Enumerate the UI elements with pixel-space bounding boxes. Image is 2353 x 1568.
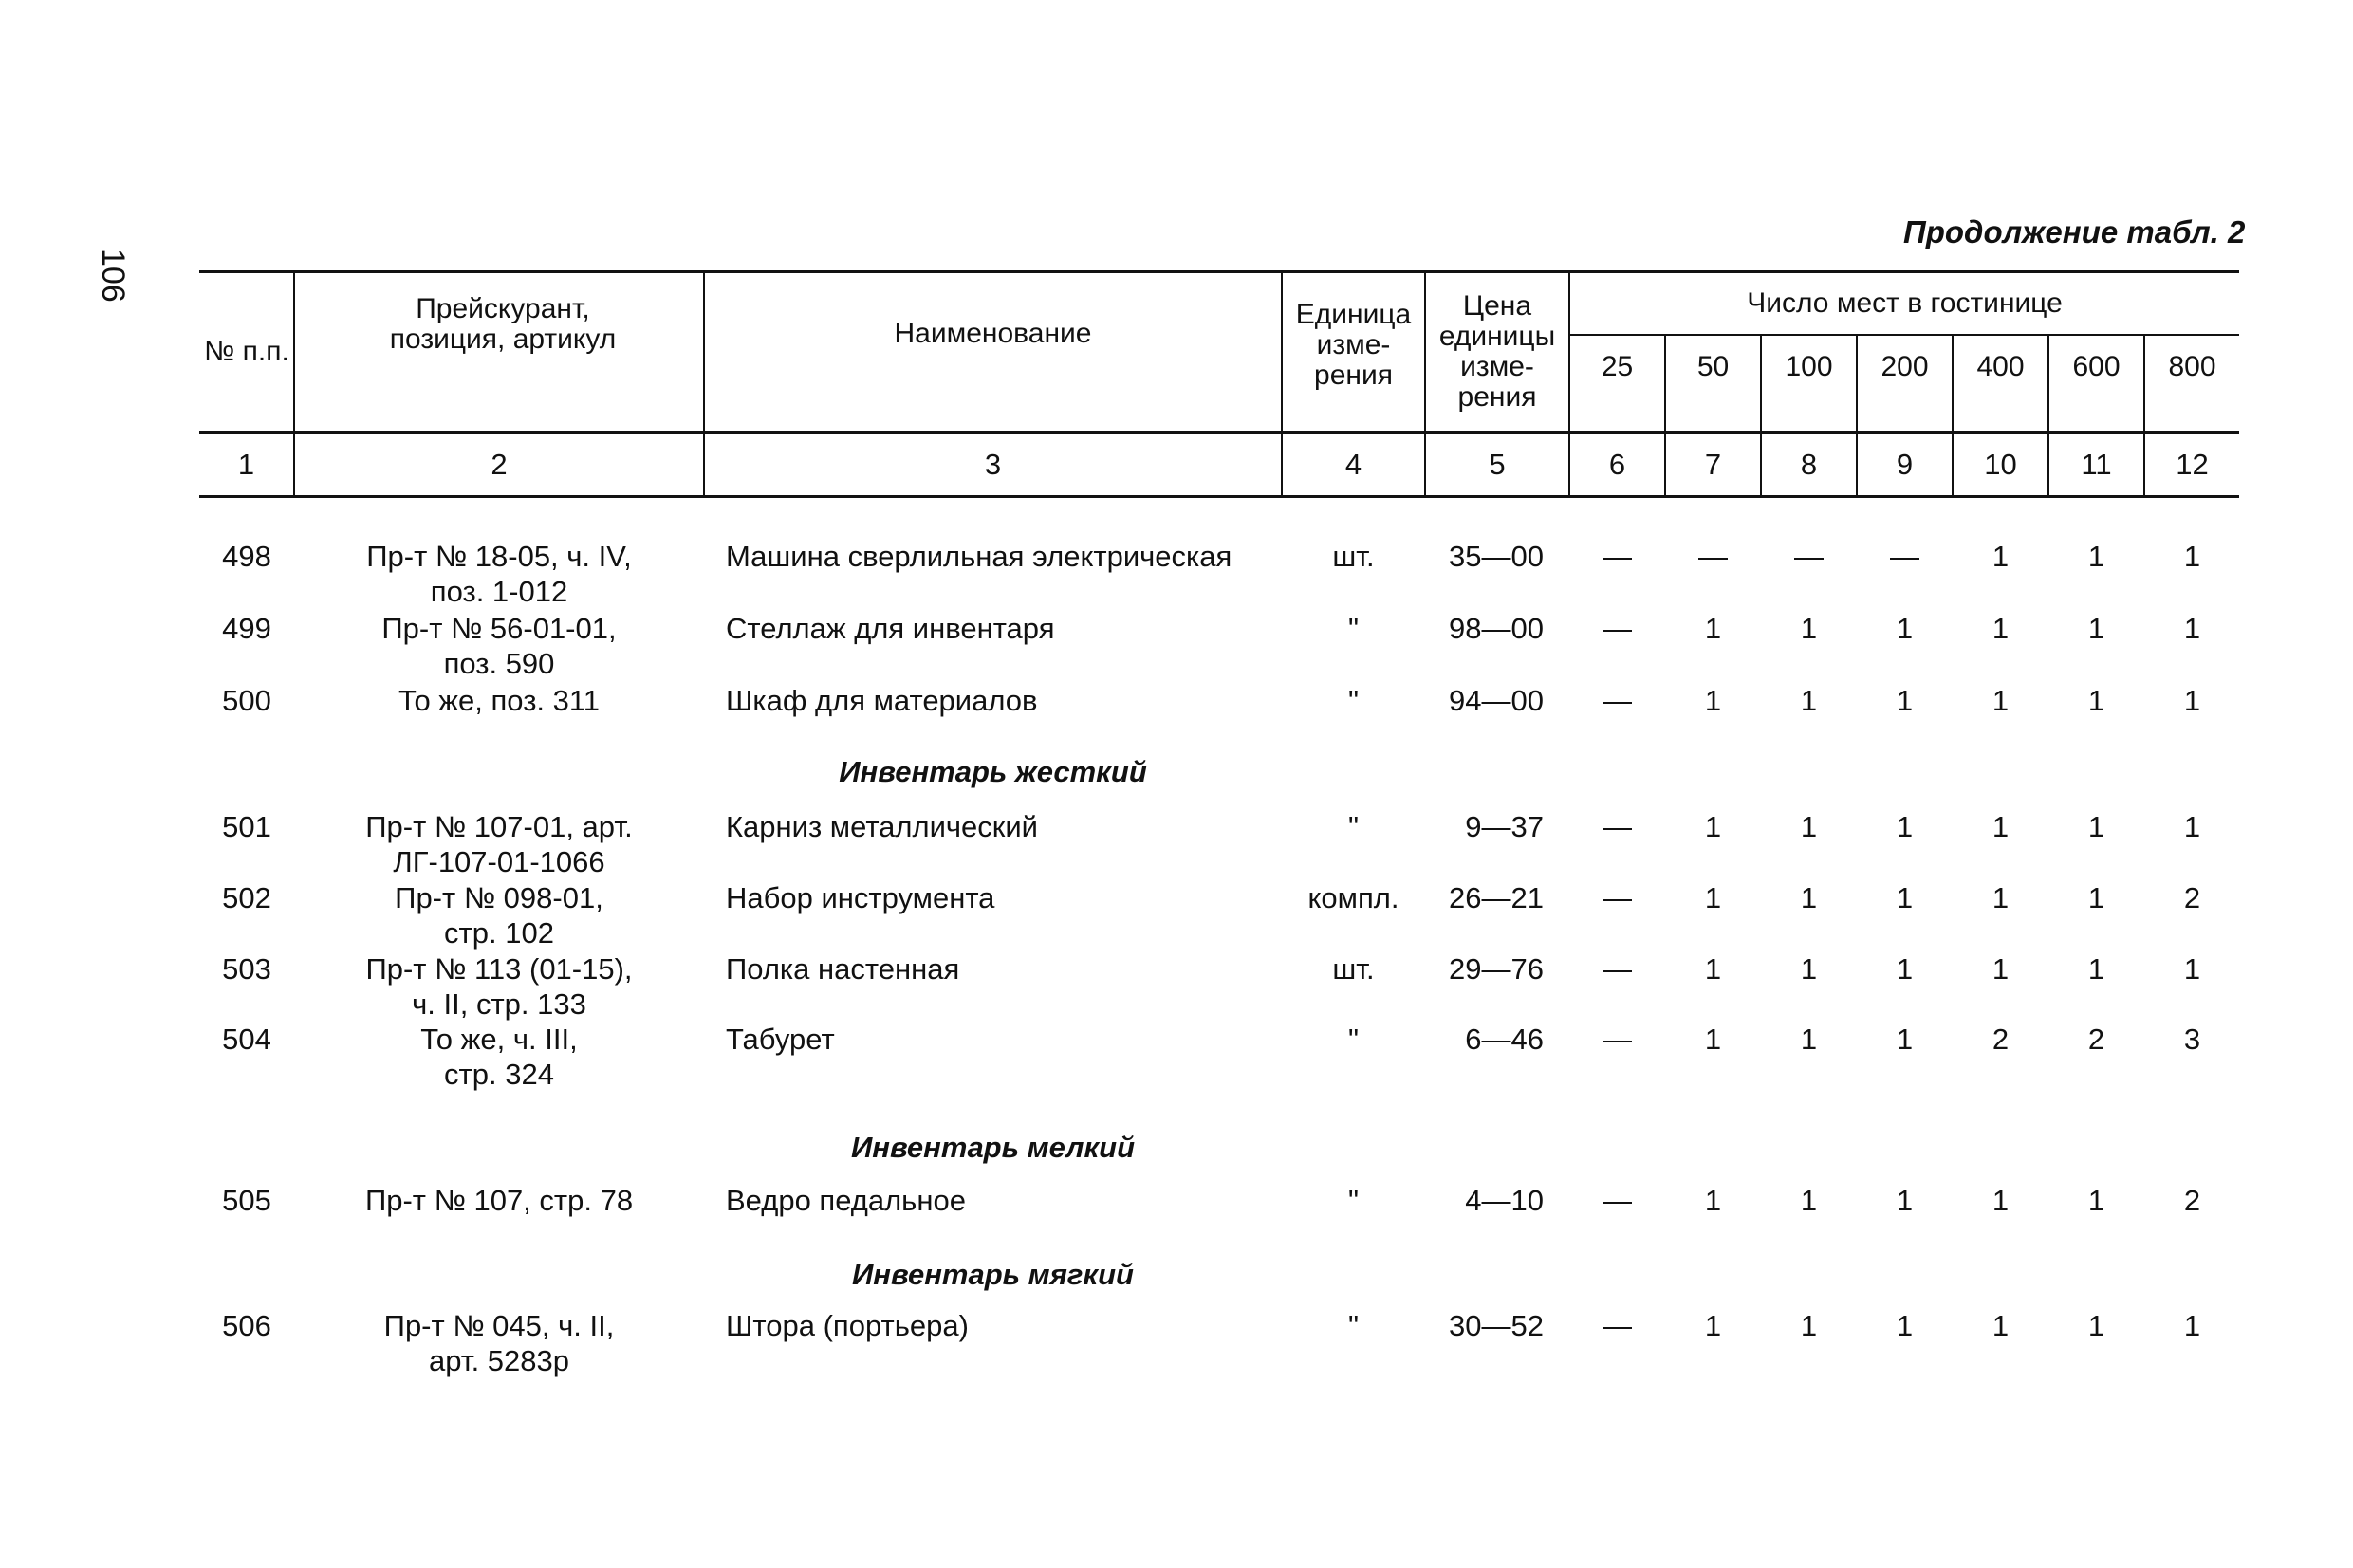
row-quantity: 1 <box>1896 684 1914 717</box>
header-capacity: 100 <box>1785 351 1833 382</box>
row-pricelist-line1: То же, поз. 311 <box>398 684 601 717</box>
row-quantity: 1 <box>1992 810 2010 843</box>
row-quantity: 1 <box>1992 1184 2010 1217</box>
row-name: Табурет <box>726 1023 835 1056</box>
row-quantity: 1 <box>1896 1184 1914 1217</box>
row-quantity: 1 <box>1992 684 2010 717</box>
row-unit: " <box>1347 1184 1359 1217</box>
row-quantity: — <box>1603 1309 1632 1342</box>
header-capacity: 200 <box>1881 351 1929 382</box>
row-quantity: 1 <box>1800 1309 1818 1342</box>
row-name: Машина сверлильная электрическая <box>726 540 1232 573</box>
row-name: Ведро педальное <box>726 1184 966 1217</box>
row-pricelist-line2: стр. 102 <box>444 916 554 950</box>
column-number-rule <box>199 495 2239 498</box>
row-quantity: 1 <box>2183 540 2201 573</box>
row-pricelist-line1: То же, ч. III, <box>420 1023 578 1056</box>
column-number: 2 <box>491 447 508 481</box>
header-num: № п.п. <box>204 336 289 367</box>
row-quantity: 1 <box>2087 612 2105 645</box>
row-quantity: 1 <box>2087 881 2105 914</box>
row-price: 35—00 <box>1449 540 1544 573</box>
row-quantity: — <box>1603 1023 1632 1056</box>
row-name: Стеллаж для инвентаря <box>726 612 1055 645</box>
row-quantity: — <box>1603 810 1632 843</box>
row-quantity: 1 <box>1896 810 1914 843</box>
row-quantity: 1 <box>2183 684 2201 717</box>
row-price: 4—10 <box>1465 1184 1544 1217</box>
row-quantity: 1 <box>2087 952 2105 986</box>
row-pricelist-line1: Пр-т № 18-05, ч. IV, <box>366 540 632 573</box>
row-price: 29—76 <box>1449 952 1544 986</box>
row-quantity: 1 <box>1896 612 1914 645</box>
row-quantity: 1 <box>1704 1184 1722 1217</box>
header-capacity: 600 <box>2072 351 2121 382</box>
row-quantity: — <box>1698 540 1728 573</box>
row-pricelist-line2: ЛГ-107-01-1066 <box>393 845 605 878</box>
row-quantity: 1 <box>2183 952 2201 986</box>
row-quantity: 1 <box>1896 1309 1914 1342</box>
row-pricelist-line1: Пр-т № 107-01, арт. <box>365 810 633 843</box>
row-quantity: 1 <box>1704 1309 1722 1342</box>
row-pricelist-line1: Пр-т № 113 (01-15), <box>365 952 633 986</box>
row-quantity: 1 <box>2087 810 2105 843</box>
row-pricelist-line2: поз. 590 <box>443 647 555 680</box>
row-quantity: 2 <box>2183 1184 2201 1217</box>
header-capacity: 400 <box>1976 351 2025 382</box>
row-pricelist-line1: Пр-т № 56-01-01, <box>381 612 617 645</box>
row-quantity: 1 <box>2183 1309 2201 1342</box>
row-quantity: 2 <box>1992 1023 2010 1056</box>
section-title: Инвентарь жесткий <box>839 755 1147 788</box>
row-quantity: 1 <box>1896 952 1914 986</box>
row-quantity: 1 <box>1704 612 1722 645</box>
row-quantity: 1 <box>2087 1309 2105 1342</box>
row-quantity: — <box>1603 612 1632 645</box>
row-quantity: 1 <box>1992 881 2010 914</box>
row-unit: компл. <box>1307 881 1399 914</box>
row-number: 504 <box>222 1023 271 1056</box>
row-quantity: 1 <box>1704 684 1722 717</box>
row-quantity: — <box>1794 540 1824 573</box>
row-pricelist-line1: Пр-т № 045, ч. II, <box>383 1309 615 1342</box>
column-number: 7 <box>1704 447 1722 481</box>
row-unit: " <box>1347 612 1359 645</box>
row-number: 501 <box>222 810 271 843</box>
row-quantity: 1 <box>1800 881 1818 914</box>
row-price: 94—00 <box>1449 684 1544 717</box>
header-capacity: 25 <box>1601 351 1634 382</box>
section-title: Инвентарь мягкий <box>851 1258 1134 1291</box>
row-price: 98—00 <box>1449 612 1544 645</box>
row-quantity: 1 <box>1896 1023 1914 1056</box>
row-quantity: 1 <box>1800 952 1818 986</box>
column-number: 11 <box>2081 447 2112 481</box>
header-capacity: 50 <box>1696 351 1730 382</box>
row-name: Полка настенная <box>726 952 960 986</box>
row-pricelist-line1: Пр-т № 098-01, <box>395 881 603 914</box>
row-pricelist-line2: арт. 5283р <box>429 1344 569 1377</box>
row-quantity: — <box>1603 540 1632 573</box>
column-number: 6 <box>1608 447 1626 481</box>
column-number: 10 <box>1984 447 2017 481</box>
column-number: 4 <box>1344 447 1362 481</box>
row-quantity: 1 <box>1992 612 2010 645</box>
header-capacity: 800 <box>2168 351 2216 382</box>
page-number: 106 <box>95 249 131 303</box>
row-quantity: 2 <box>2087 1023 2105 1056</box>
row-unit: " <box>1347 1309 1359 1342</box>
row-quantity: 1 <box>1800 1023 1818 1056</box>
row-number: 498 <box>222 540 271 573</box>
row-pricelist-line2: поз. 1-012 <box>430 575 568 608</box>
row-price: 30—52 <box>1449 1309 1544 1342</box>
row-name: Набор инструмента <box>726 881 995 914</box>
row-quantity: — <box>1890 540 1919 573</box>
row-quantity: 1 <box>1800 684 1818 717</box>
header-pricelist: Прейскурант, позиция, артикул <box>389 293 617 355</box>
column-number: 9 <box>1896 447 1914 481</box>
row-unit: " <box>1347 684 1359 717</box>
row-quantity: 1 <box>2183 612 2201 645</box>
row-quantity: — <box>1603 684 1632 717</box>
row-quantity: 2 <box>2183 881 2201 914</box>
row-price: 6—46 <box>1465 1023 1544 1056</box>
section-title: Инвентарь мелкий <box>850 1131 1136 1164</box>
row-unit: " <box>1347 810 1359 843</box>
header-price: Цена единицы изме- рения <box>1438 290 1556 413</box>
row-quantity: 1 <box>1992 952 2010 986</box>
row-number: 506 <box>222 1309 271 1342</box>
row-pricelist-line2: стр. 324 <box>444 1058 554 1091</box>
header-unit: Единица изме- рения <box>1295 299 1412 391</box>
row-quantity: 1 <box>1704 952 1722 986</box>
table-caption: Продолжение табл. 2 <box>1903 214 2246 249</box>
row-quantity: 1 <box>1992 1309 2010 1342</box>
column-number: 8 <box>1800 447 1818 481</box>
row-quantity: 3 <box>2183 1023 2201 1056</box>
row-quantity: 1 <box>1800 810 1818 843</box>
row-number: 503 <box>222 952 271 986</box>
row-quantity: 1 <box>1896 881 1914 914</box>
row-quantity: 1 <box>2087 1184 2105 1217</box>
row-pricelist-line2: ч. II, стр. 133 <box>412 987 586 1021</box>
row-quantity: 1 <box>1800 1184 1818 1217</box>
row-quantity: 1 <box>1704 1023 1722 1056</box>
row-quantity: 1 <box>2183 810 2201 843</box>
row-number: 505 <box>222 1184 271 1217</box>
row-quantity: — <box>1603 1184 1632 1217</box>
row-name: Карниз металлический <box>726 810 1038 843</box>
row-quantity: 1 <box>1704 881 1722 914</box>
column-number: 3 <box>984 447 1002 481</box>
row-number: 502 <box>222 881 271 914</box>
column-number: 5 <box>1489 447 1506 481</box>
row-unit: шт. <box>1332 540 1375 573</box>
row-unit: шт. <box>1332 952 1375 986</box>
row-quantity: 1 <box>1800 612 1818 645</box>
row-quantity: 1 <box>2087 684 2105 717</box>
row-pricelist-line1: Пр-т № 107, стр. 78 <box>364 1184 634 1217</box>
row-quantity: 1 <box>1992 540 2010 573</box>
row-name: Шкаф для материалов <box>726 684 1038 717</box>
header-name: Наименование <box>894 318 1092 349</box>
row-quantity: 1 <box>1704 810 1722 843</box>
row-quantity: — <box>1603 952 1632 986</box>
column-number: 1 <box>237 447 255 481</box>
row-number: 499 <box>222 612 271 645</box>
row-quantity: 1 <box>2087 540 2105 573</box>
row-name: Штора (портьера) <box>726 1309 969 1342</box>
header-capacity-group: Число мест в гостинице <box>1747 287 2063 319</box>
row-quantity: — <box>1603 881 1632 914</box>
column-number: 12 <box>2176 447 2209 481</box>
row-unit: " <box>1347 1023 1359 1056</box>
row-number: 500 <box>222 684 271 717</box>
row-price: 26—21 <box>1449 881 1544 914</box>
row-price: 9—37 <box>1465 810 1544 843</box>
